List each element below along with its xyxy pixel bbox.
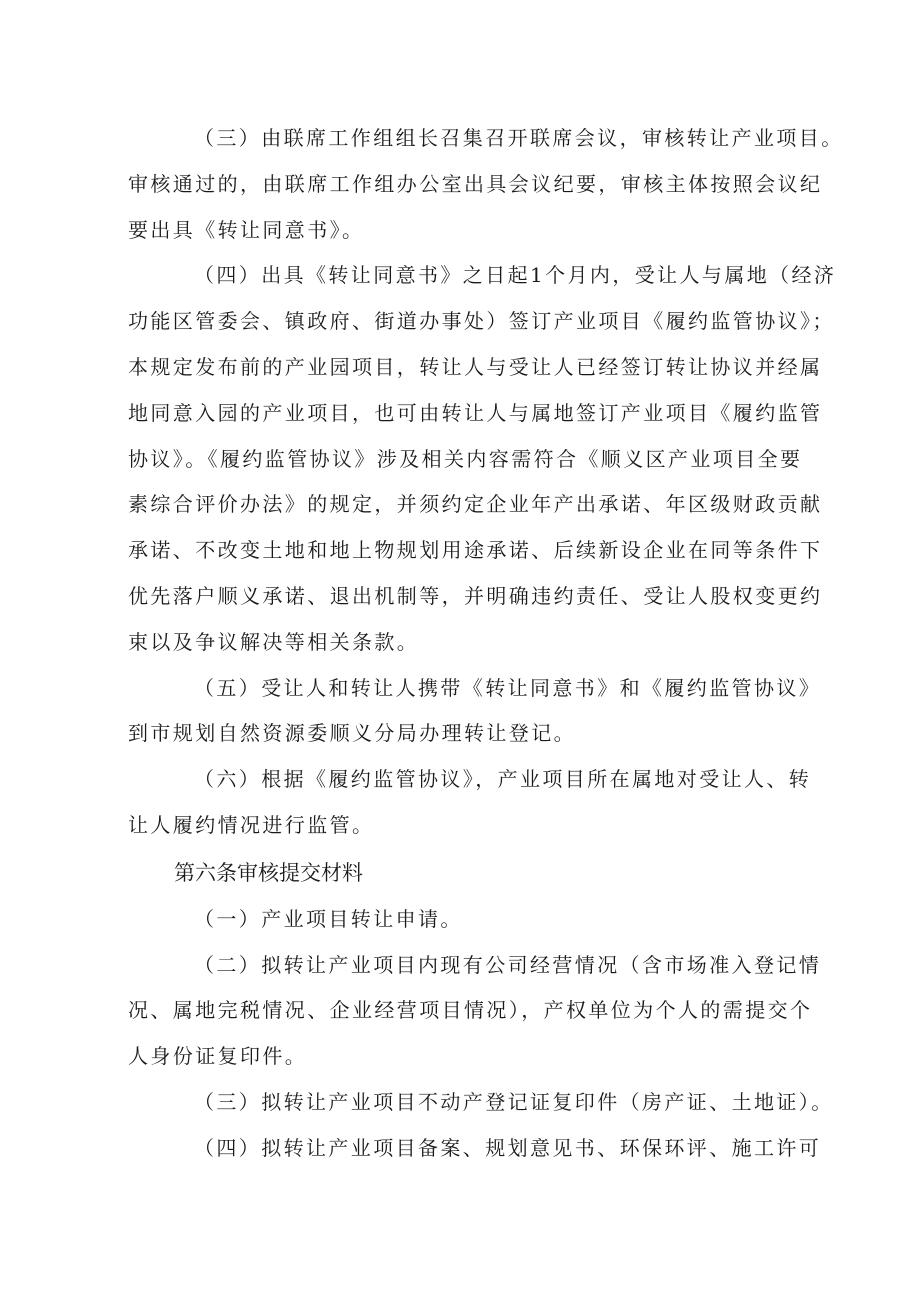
text-line: 承诺、不改变土地和地上物规划用途承诺、后续新设企业在同等条件下 — [128, 538, 823, 563]
text-line: 况、属地完税情况、企业经营项目情况），产权单位为个人的需提交个 — [128, 998, 813, 1023]
text-line: （四）出具《转让同意书》之日起1个月内，受让人与属地（经济 — [194, 263, 837, 288]
text-line: 协议》。《履约监管协议》涉及相关内容需符合《顺义区产业项目全要 — [128, 446, 803, 471]
paragraph-item-5 — [128, 666, 822, 758]
text-line: （二）拟转让产业项目内现有公司经营情况（含市场准入登记情 — [194, 952, 822, 977]
text-line: （六）根据《履约监管协议》，产业项目所在属地对受让人、转 — [194, 767, 812, 792]
text-line: 功能区管委会、镇政府、街道办事处）签订产业项目《履约监管协议》； — [128, 309, 835, 334]
text-line: （三）拟转让产业项目不动产登记证复印件（房产证、土地证）。 — [194, 1089, 834, 1114]
text-line: 地同意入园的产业项目，也可由转让人与属地签订产业项目《履约监管 — [128, 400, 823, 425]
text-line: 让人履约情况进行监管。 — [128, 812, 375, 837]
text-line: 束以及争议解决等相关条款。 — [128, 629, 420, 654]
material-item-1 — [128, 897, 808, 943]
paragraph-item-4 — [128, 253, 837, 665]
paragraph-item-6 — [128, 757, 812, 849]
text-line: （一）产业项目转让申请。 — [194, 906, 463, 931]
text-line: （四）拟转让产业项目备案、规划意见书、环保环评、施工许可 — [194, 1135, 822, 1160]
material-item-4 — [128, 1126, 822, 1172]
text-line: 优先落户顺义承诺、退出机制等，并明确违约责任、受让人股权变更约 — [128, 583, 823, 608]
section-heading: 第六条审核提交材料 — [174, 860, 363, 885]
text-line: 素综合评价办法》的规定，并须约定企业年产出承诺、年区级财政贡献 — [128, 492, 823, 517]
paragraph-item-3 — [128, 116, 844, 253]
text-line: 人身份证复印件。 — [128, 1044, 308, 1069]
text-line: 本规定发布前的产业园项目，转让人与受让人已经签订转让协议并经属 — [128, 354, 823, 379]
material-item-2 — [128, 943, 822, 1080]
material-item-3 — [128, 1080, 834, 1126]
text-line: （五）受让人和转让人携带《转让同意书》和《履约监管协议》 — [194, 675, 822, 700]
text-line: 审核通过的，由联席工作组办公室出具会议纪要，审核主体按照会议纪 — [128, 171, 823, 196]
text-line: 要出具《转让同意书》。 — [128, 217, 365, 242]
text-line: （三）由联席工作组组长召集召开联席会议，审核转让产业项目。 — [194, 126, 844, 150]
text-line: 到市规划自然资源委顺义分局办理转让登记。 — [128, 721, 576, 746]
document-body — [128, 116, 844, 1172]
